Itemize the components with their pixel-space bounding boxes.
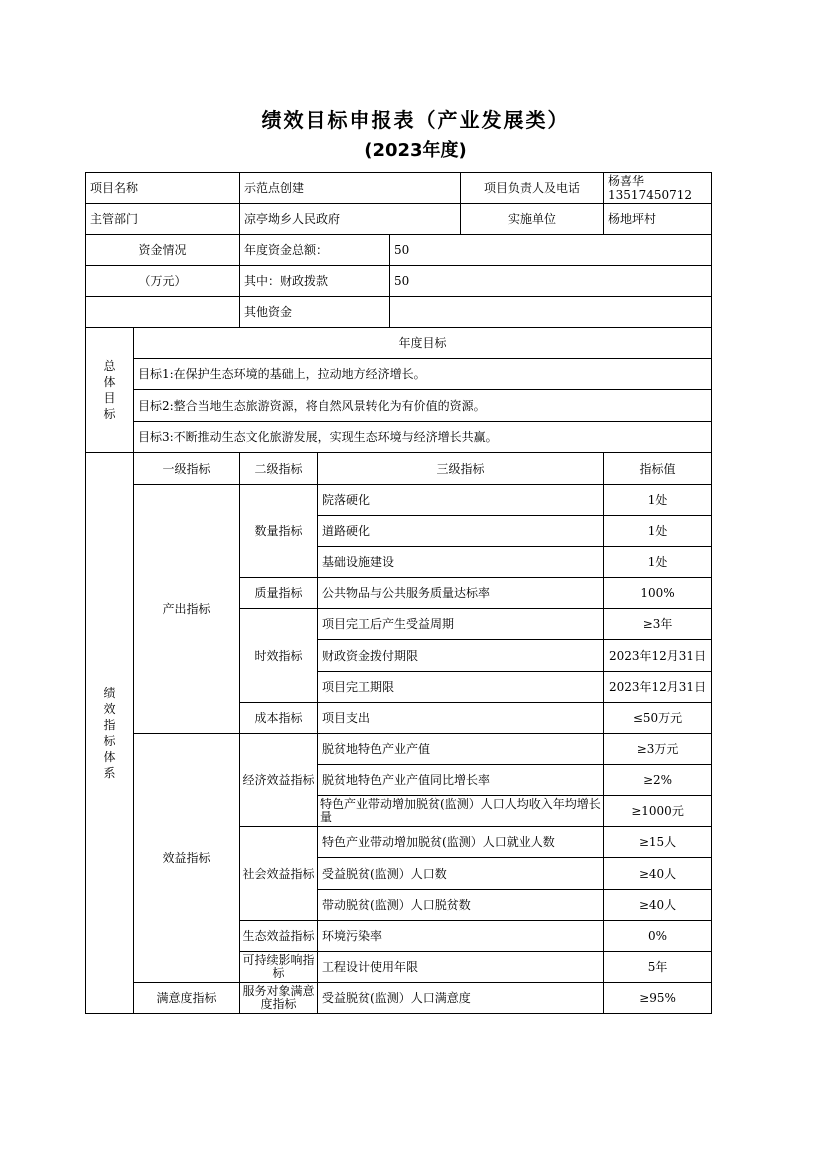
level1-output: 产出指标 — [134, 485, 240, 734]
indicator-value: ≥15人 — [604, 827, 712, 858]
indicator-value: 2023年12月31日 — [604, 672, 712, 703]
indicator-name: 基础设施建设 — [318, 547, 604, 578]
funds-fiscal-label: 其中：财政拨款 — [240, 266, 390, 297]
indicator-value: 100% — [604, 578, 712, 609]
level1-satisfaction: 满意度指标 — [134, 983, 240, 1014]
level2-cost: 成本指标 — [240, 703, 318, 734]
project-name-value: 示范点创建 — [240, 173, 461, 204]
header-value: 指标值 — [604, 453, 712, 485]
indicator-value: ≥95% — [604, 983, 712, 1014]
indicator-name: 公共物品与公共服务质量达标率 — [318, 578, 604, 609]
goal-item-1: 目标1:在保护生态环境的基础上，拉动地方经济增长。 — [134, 359, 712, 390]
indicator-value: ≥3万元 — [604, 734, 712, 765]
indicator-value: ≥40人 — [604, 858, 712, 890]
owner-value: 杨喜华13517450712 — [604, 173, 712, 204]
project-name-row — [86, 173, 712, 204]
indicator-section-label — [86, 453, 134, 1014]
goals-header-row — [86, 328, 712, 359]
goals-section-label — [86, 328, 134, 453]
impl-value: 杨地坪村 — [604, 204, 712, 235]
indicator-name: 环境污染率 — [318, 921, 604, 952]
indicator-name: 工程设计使用年限 — [318, 952, 604, 983]
indicator-value: ≥2% — [604, 765, 712, 796]
level2-service-satisfaction: 服务对象满意度指标 — [240, 983, 318, 1014]
header-level2: 二级指标 — [240, 453, 318, 485]
performance-target-table — [85, 172, 712, 1014]
header-level3: 三级指标 — [318, 453, 604, 485]
indicator-value: ≥3年 — [604, 609, 712, 640]
indicator-value: 1处 — [604, 485, 712, 516]
project-name-label: 项目名称 — [86, 173, 240, 204]
level2-quality: 质量指标 — [240, 578, 318, 609]
page-subtitle: (2023年度) — [364, 140, 467, 161]
funds-total-value: 50 — [390, 235, 712, 266]
funds-empty-cell — [86, 297, 240, 328]
level2-timeliness: 时效指标 — [240, 609, 318, 703]
indicator-name: 院落硬化 — [318, 485, 604, 516]
funds-total-label: 年度资金总额： — [240, 235, 390, 266]
funds-other-row — [86, 297, 712, 328]
indicator-name: 财政资金拨付期限 — [318, 640, 604, 672]
indicator-value: ≥1000元 — [604, 796, 712, 827]
funds-other-label: 其他资金 — [240, 297, 390, 328]
indicator-value: 0% — [604, 921, 712, 952]
indicator-name: 带动脱贫(监测）人口脱贫数 — [318, 890, 604, 921]
indicator-name: 道路硬化 — [318, 516, 604, 547]
level2-quantity: 数量指标 — [240, 485, 318, 578]
page-title: 绩效目标申报表（产业发展类） — [261, 108, 570, 132]
indicator-name: 受益脱贫(监测）人口满意度 — [318, 983, 604, 1014]
indicator-value: ≥40人 — [604, 890, 712, 921]
funds-total-row — [86, 235, 712, 266]
level2-ecological: 生态效益指标 — [240, 921, 318, 952]
goal-item-3: 目标3:不断推动生态文化旅游发展，实现生态环境与经济增长共赢。 — [134, 422, 712, 453]
goal-row — [86, 390, 712, 422]
dept-label: 主管部门 — [86, 204, 240, 235]
indicator-name: 特色产业带动增加脱贫(监测）人口就业人数 — [318, 827, 604, 858]
table-row — [86, 734, 712, 765]
table-row — [86, 485, 712, 516]
indicator-name: 特色产业带动增加脱贫(监测）人口人均收入年均增长量 — [318, 796, 604, 827]
level2-sustainable: 可持续影响指标 — [240, 952, 318, 983]
goals-header: 年度目标 — [134, 328, 712, 359]
funds-label: 资金情况 — [86, 235, 240, 266]
owner-label: 项目负责人及电话 — [461, 173, 604, 204]
impl-label: 实施单位 — [461, 204, 604, 235]
indicator-name: 项目完工期限 — [318, 672, 604, 703]
level2-economic: 经济效益指标 — [240, 734, 318, 827]
header-level1: 一级指标 — [134, 453, 240, 485]
indicator-value: 2023年12月31日 — [604, 640, 712, 672]
indicator-name: 项目完工后产生受益周期 — [318, 609, 604, 640]
indicator-value: 5年 — [604, 952, 712, 983]
indicator-value: 1处 — [604, 516, 712, 547]
indicator-name: 项目支出 — [318, 703, 604, 734]
level2-social: 社会效益指标 — [240, 827, 318, 921]
indicator-name: 受益脱贫(监测）人口数 — [318, 858, 604, 890]
indicator-name: 脱贫地特色产业产值同比增长率 — [318, 765, 604, 796]
indicator-header-row — [86, 453, 712, 485]
table-row — [86, 983, 712, 1014]
indicator-section-text: 绩效指标体系 — [103, 686, 116, 780]
dept-value: 凉亭坳乡人民政府 — [240, 204, 461, 235]
funds-fiscal-value: 50 — [390, 266, 712, 297]
funds-unit-label: （万元） — [86, 266, 240, 297]
goal-row — [86, 422, 712, 453]
indicator-value: 1处 — [604, 547, 712, 578]
dept-row — [86, 204, 712, 235]
goal-item-2: 目标2:整合当地生态旅游资源，将自然风景转化为有价值的资源。 — [134, 390, 712, 422]
indicator-name: 脱贫地特色产业产值 — [318, 734, 604, 765]
funds-other-value — [390, 297, 712, 328]
goal-row — [86, 359, 712, 390]
level1-benefit: 效益指标 — [134, 734, 240, 983]
funds-fiscal-row — [86, 266, 712, 297]
indicator-value: ≤50万元 — [604, 703, 712, 734]
goals-section-text: 总体目标 — [103, 359, 116, 421]
